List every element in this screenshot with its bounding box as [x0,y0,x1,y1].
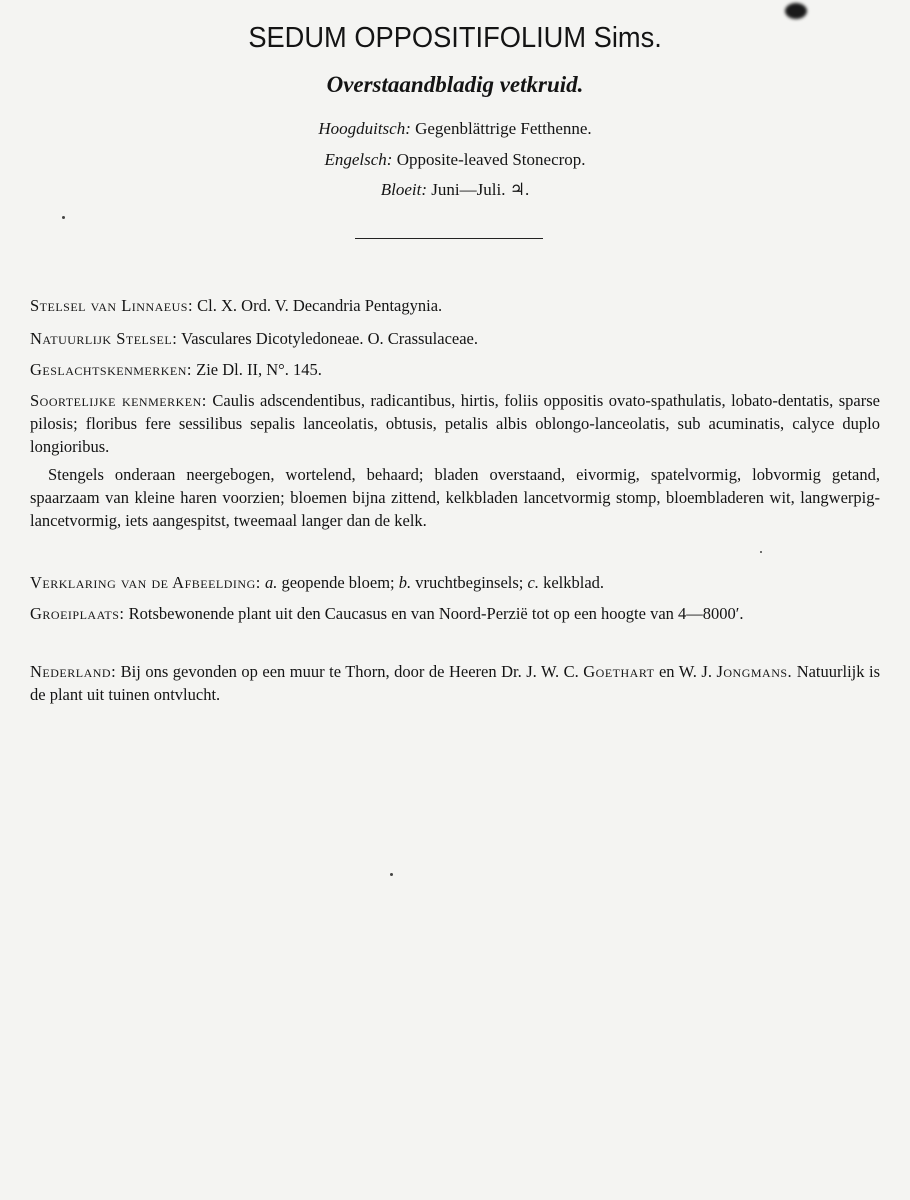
figure-c-letter: c. [527,573,539,592]
paper-speck [760,551,762,553]
netherlands-paragraph [30,660,880,706]
ink-blot [785,3,807,19]
species-label: Soortelijke kenmerken: [30,391,207,410]
german-name-line [0,119,910,139]
divider-rule [355,238,543,239]
english-value: Opposite-leaved Stonecrop. [396,150,586,169]
figure-b-text: vruchtbeginsels; [415,573,524,592]
genus-value: Zie Dl. II, N°. 145. [196,360,322,379]
habitat-paragraph [30,602,880,625]
dutch-description-text: Stengels onderaan neergebogen, wortelend, behaard; bladen overstaand, eivormig, spatelvormig, lobvormig getand, spaarzaam van kleine haren voorzien; bloemen bijna zittend, kelkbladen lancetvormig stomp, bloembladeren wit, langwerpig-lancetvormig, iets aangespitst, tweemaal langer dan de kelk. [30,465,880,530]
figure-a-text: geopende bloem; [281,573,395,592]
netherlands-text-1: Bij ons gevonden op een muur te Thorn, door de Heeren Dr. J. W. C. [120,662,579,681]
natural-system-label: Natuurlijk Stelsel: [30,329,178,348]
bloom-value: Juni—Juli. ♃. [431,180,530,199]
collector-name-goethart: Goethart [583,662,655,681]
collector-name-jongmans: Jongmans. [716,662,793,681]
figure-label: Verklaring van de Afbeelding: [30,573,261,592]
species-title: SEDUM OPPOSITIFOLIUM Sims. [248,22,662,54]
figure-a-letter: a. [264,573,278,592]
figure-c-text: kelkblad. [543,573,605,592]
bloom-line [0,180,910,200]
linnaeus-value: Cl. X. Ord. V. Decandria Pentagynia. [197,296,443,315]
dutch-common-name: Overstaandbladig vetkruid. [326,72,584,97]
figure-b-letter: b. [398,573,412,592]
linnaeus-label: Stelsel van Linnaeus: [30,296,194,315]
species-value: Caulis adscendentibus, radicantibus, hirtis, foliis oppositis ovato-spathulatis, lobato-dentatis, sparse pilosis; floribus fere sessilibus sepalis lanceolatis, obtusis, petalis albis oblongo-lanceolatis, sub acuminatis, calyce duplo longioribus. [30,391,880,456]
habitat-value: Rotsbewonende plant uit den Caucasus en van Noord-Perzië tot op een hoogte van 4—8000′. [128,604,744,623]
dutch-description-paragraph [30,463,880,532]
species-characteristics-paragraph [30,389,880,458]
genus-characteristics-paragraph [30,358,880,381]
linnaeus-system-paragraph [30,294,880,317]
english-name-line [0,150,910,170]
english-label: Engelsch: [324,150,393,169]
natural-system-paragraph [30,327,880,350]
natural-system-value: Vasculares Dicotyledoneae. O. Crassulaceae. [181,329,478,348]
bloom-label: Bloeit: [380,180,428,199]
netherlands-label: Nederland: [30,662,117,681]
genus-label: Geslachtskenmerken: [30,360,193,379]
german-value: Gegenblättrige Fetthenne. [415,119,592,138]
paper-speck [62,216,65,219]
german-label: Hoogduitsch: [318,119,411,138]
netherlands-text-2: en W. J. [658,662,712,681]
habitat-label: Groeiplaats: [30,604,125,623]
netherlands-text-3: Natuurlijk is de plant uit tuinen ontvlucht. [30,662,881,704]
figure-explanation-paragraph [30,571,880,594]
paper-speck [390,873,393,876]
